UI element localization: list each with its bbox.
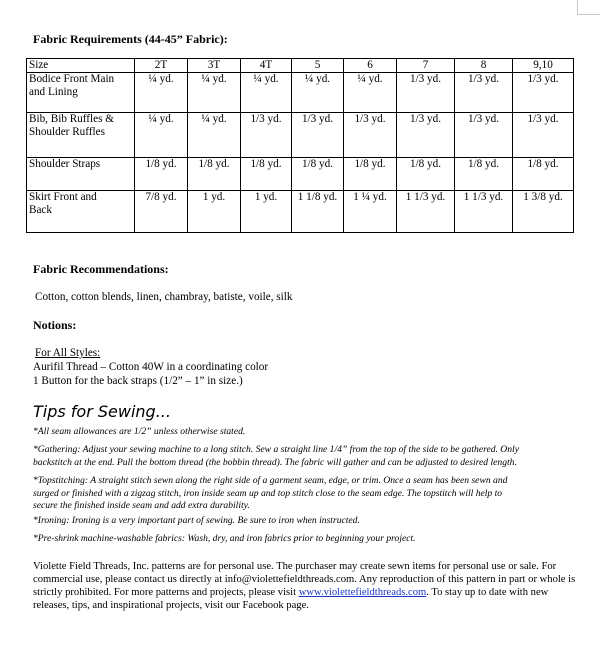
notions-subheading: For All Styles: — [35, 347, 101, 359]
table-cell: 1 1/8 yd. — [292, 191, 344, 233]
footer-line: releases, tips, and inspirational projects, visit our Facebook page. — [33, 600, 309, 611]
table-cell: 1/8 yd. — [292, 158, 344, 191]
table-cell: 1/3 yd. — [344, 113, 397, 158]
table-cell: 1/8 yd. — [455, 158, 513, 191]
size-column-header: 3T — [188, 59, 241, 73]
table-cell: 1/3 yd. — [292, 113, 344, 158]
table-cell: ¼ yd. — [188, 113, 241, 158]
table-row — [27, 73, 574, 113]
table-cell: ¼ yd. — [135, 73, 188, 113]
footer-text: . To stay up to date with new — [426, 587, 549, 598]
recommendations-heading: Fabric Recommendations: — [33, 262, 169, 276]
tip-line: *Topstitching: A straight stitch sewn along the right side of a garment seam, edge, or trim. Once a seam has been sewn and — [33, 475, 508, 486]
table-cell: 1/3 yd. — [455, 113, 513, 158]
size-header: Size — [27, 59, 135, 73]
size-column-header: 9,10 — [513, 59, 574, 73]
fabric-requirements-table — [26, 58, 574, 233]
row-label-line: Skirt Front and — [29, 191, 97, 203]
table-header-row — [27, 59, 574, 73]
table-cell: 1/3 yd. — [397, 73, 455, 113]
notions-heading: Notions: — [33, 318, 77, 332]
tip-line: *Pre-shrink machine-washable fabrics: Wash, dry, and iron fabrics prior to beginning your project. — [33, 533, 416, 544]
table-row — [27, 191, 574, 233]
footer-line — [33, 587, 548, 600]
size-column-header: 5 — [292, 59, 344, 73]
website-link[interactable]: www.violettefieldthreads.com — [298, 587, 427, 598]
notions-line: 1 Button for the back straps (1/2” – 1” in size.) — [33, 375, 243, 387]
table-cell: 1/8 yd. — [344, 158, 397, 191]
table-cell: 1/3 yd. — [513, 73, 574, 113]
size-column-header: 4T — [241, 59, 292, 73]
table-cell: 1 ¼ yd. — [344, 191, 397, 233]
row-label — [27, 191, 135, 233]
row-label-line: Shoulder Ruffles — [29, 126, 105, 138]
table-cell: 1/8 yd. — [188, 158, 241, 191]
table-cell: 1/3 yd. — [397, 113, 455, 158]
table-cell: 1/8 yd. — [513, 158, 574, 191]
table-cell: ¼ yd. — [188, 73, 241, 113]
tip-line: backstitch at the end. Pull the bottom thread (the bobbin thread). The fabric will gather and can be adjusted to desired length. — [33, 457, 517, 468]
tip-line: *All seam allowances are 1/2” unless otherwise stated. — [33, 426, 246, 437]
table-cell: ¼ yd. — [241, 73, 292, 113]
row-label — [27, 73, 135, 113]
table-cell: 1 3/8 yd. — [513, 191, 574, 233]
table-cell: 1/8 yd. — [241, 158, 292, 191]
tip-line: *Ironing: Ironing is a very important part of sewing. Be sure to iron when instructed. — [33, 515, 360, 526]
footer-line: Violette Field Threads, Inc. patterns are for personal use. The purchaser may create sewn items for personal use or sale. For — [33, 561, 557, 572]
row-label — [27, 113, 135, 158]
table-cell: 1 1/3 yd. — [455, 191, 513, 233]
tip-line: surged or finished with a zigzag stitch, iron inside seam up and top stitch close to the seam edge. The topstitch will help to — [33, 488, 503, 499]
size-column-header: 6 — [344, 59, 397, 73]
row-label-line: and Lining — [29, 86, 78, 98]
table-row — [27, 158, 574, 191]
table-cell: 1/3 yd. — [513, 113, 574, 158]
row-label-line: Bodice Front Main — [29, 73, 115, 85]
table-cell: 1 yd. — [188, 191, 241, 233]
table-cell: ¼ yd. — [292, 73, 344, 113]
footer-text: strictly prohibited. For more patterns and projects, please visit — [33, 587, 297, 598]
table-cell: 1 yd. — [241, 191, 292, 233]
size-column-header: 2T — [135, 59, 188, 73]
table-row — [27, 113, 574, 158]
size-column-header: 8 — [455, 59, 513, 73]
tip-line: secure the finished inside seam and add extra durability. — [33, 500, 250, 511]
size-column-header: 7 — [397, 59, 455, 73]
table-cell: 1/8 yd. — [397, 158, 455, 191]
footer-line: commercial use, please contact us directly at info@violettefieldthreads.com. Any reproduction of this pattern in part or whole is — [33, 574, 576, 585]
table-cell: 1/3 yd. — [241, 113, 292, 158]
row-label-line: Bib, Bib Ruffles & — [29, 113, 114, 125]
row-label-line: Shoulder Straps — [29, 158, 101, 170]
table-cell: 1 1/3 yd. — [397, 191, 455, 233]
page-title: Fabric Requirements (44-45” Fabric): — [33, 32, 228, 46]
table-cell: ¼ yd. — [135, 113, 188, 158]
table-cell: 1/8 yd. — [135, 158, 188, 191]
table-cell: 7/8 yd. — [135, 191, 188, 233]
recommendations-text: Cotton, cotton blends, linen, chambray, batiste, voile, silk — [35, 291, 293, 303]
tips-title: Tips for Sewing... — [33, 402, 171, 421]
row-label — [27, 158, 135, 191]
table-cell: 1/3 yd. — [455, 73, 513, 113]
table-cell: ¼ yd. — [344, 73, 397, 113]
notions-line: Aurifil Thread – Cotton 40W in a coordinating color — [33, 361, 269, 373]
row-label-line: Back — [29, 204, 52, 216]
tip-line: *Gathering: Adjust your sewing machine to a long stitch. Sew a straight line 1/4” from the top of the side to be gathered. Only — [33, 444, 519, 455]
